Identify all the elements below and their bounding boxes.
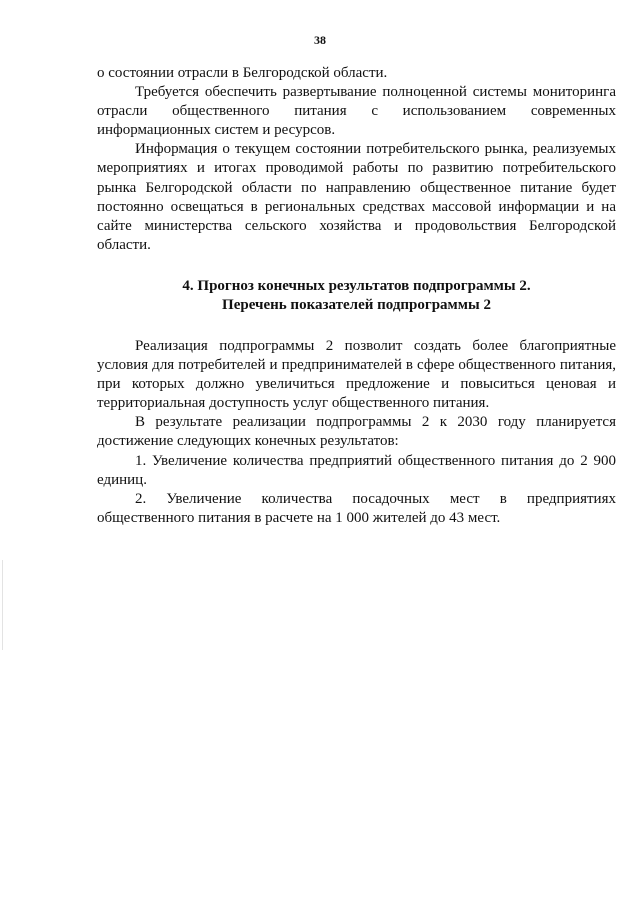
paragraph-information: Информация о текущем состоянии потребительского рынка, реализуемых мероприятиях и итогах проводимой работы по развитию потребительского рынка Белгородской области по направлению общественное питание будет постоянно освещаться в региональных средствах массовой информации и на сайте министерства сельского хозяйства и продовольствия Белгородской области. [97, 141, 616, 253]
paragraph-continuation: о состоянии отрасли в Белгородской области. [97, 65, 388, 81]
paragraph-results-intro: В результате реализации подпрограммы 2 к 2030 году планируется достижение следующих конечных результатов: [97, 414, 616, 450]
paragraph-monitoring: Требуется обеспечить развертывание полноценной системы мониторинга отрасли общественного питания с использованием современных информационных систем и ресурсов. [97, 84, 616, 139]
document-body [97, 64, 616, 528]
scan-margin-mark [2, 560, 3, 650]
section-heading-line1: 4. Прогноз конечных результатов подпрограммы 2. [182, 277, 531, 294]
paragraph-implementation: Реализация подпрограммы 2 позволит создать более благоприятные условия для потребителей и предпринимателей в сфере общественного питания, при которых должно увеличиться предложение и повыситься ценовая и территориальная доступность услуг общественного питания. [97, 337, 616, 412]
result-item-2: 2. Увеличение количества посадочных мест в предприятиях общественного питания в расчете на 1 000 жителей до 43 мест. [97, 490, 616, 526]
section-heading-line2: Перечень показателей подпрограммы 2 [222, 297, 491, 314]
section-heading [97, 277, 616, 316]
page-number: 38 [314, 33, 326, 47]
result-item-1: 1. Увеличение количества предприятий общественного питания до 2 900 единиц. [97, 452, 616, 488]
